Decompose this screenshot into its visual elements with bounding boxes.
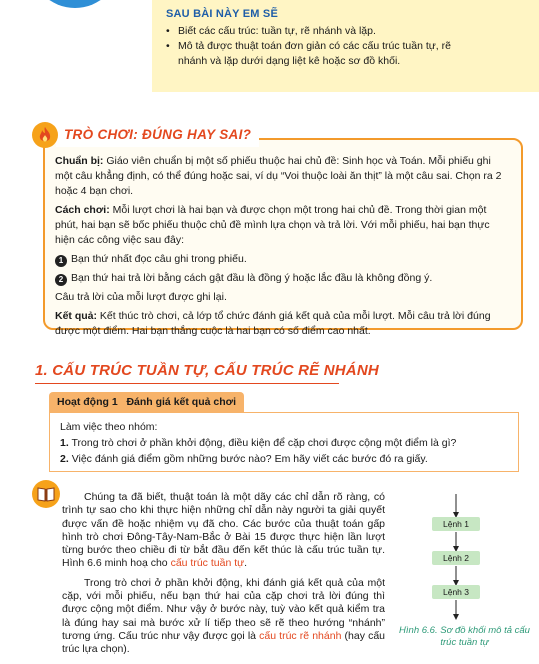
learning-goals-box (152, 0, 539, 92)
body-text (62, 491, 385, 663)
game-header (56, 123, 259, 147)
paragraph-branching: Trong trò chơi ở phần khởi động, khi đánh giá kết quả của một cặp, với mỗi phiếu, nếu bạn thứ hai của cặp chơi trả lời đúng thì được cộng một điểm. Như vậy ở bước này, tuỳ vào kết quả kiểm tra là đúng hay sai mà bước xử lí tiếp theo sẽ rẽ theo hướng “nhánh” tương ứng. Cấu trúc như vậy được gọi là cấu trúc rẽ nhánh (hay cấu trúc lựa chọn). (62, 576, 385, 656)
flow-box-2: Lệnh 2 (432, 551, 480, 565)
game-step-1: 1 Bạn thứ nhất đọc câu ghi trong phiếu. (55, 252, 511, 267)
figure-caption: Hình 6.6. Sơ đồ khối mô tả cấu trúc tuần tự (399, 625, 530, 648)
learning-goal-2: • Mô tả được thuật toán đơn giản có các cấu trúc tuần tự, rẽ nhánh và lặp dưới dạng liệt kê hoặc sơ đồ khối. (166, 39, 525, 69)
game-result: Kết quả: Kết thúc trò chơi, cả lớp tổ chức đánh giá kết quả của mỗi lượt. Mỗi câu trả lời đúng được một điểm. Hai bạn thắng cuộc là hai bạn có số điểm cao nhất. (55, 310, 491, 337)
activity-question-1: 1. Trong trò chơi ở phần khởi động, điều kiện để cặp chơi được cộng một điểm là gì? (60, 437, 457, 449)
activity-tab (49, 392, 244, 413)
book-icon (32, 480, 60, 508)
flow-box-3: Lệnh 3 (432, 585, 480, 599)
activity-label: Hoạt động 1 (57, 396, 118, 408)
top-decoration (30, 0, 120, 8)
activity-box (49, 412, 519, 472)
section-title: 1. CẤU TRÚC TUẦN TỰ, CẤU TRÚC RẼ NHÁNH (35, 362, 379, 379)
game-title: TRÒ CHƠI: ĐÚNG HAY SAI? (64, 127, 252, 142)
paragraph-sequential: Chúng ta đã biết, thuật toán là một dãy các chỉ dẫn rõ ràng, có trình tự sao cho khi thực hiện những chỉ dẫn này người ta giải quyết được vấn đề hoặc nhiệm vụ đã cho. Các bước của thuật toán gấp hình trò chơi Đông-Tây-Nam-Bắc ở Bài 15 được thực hiện lần lượt từng bước theo chiều đi từ bắt đầu đến kết thúc là cấu trúc tuần tự. Hình 6.6 minh hoạ cho cấu trúc tuần tự. (62, 491, 385, 570)
game-box (43, 138, 523, 337)
game-step-2: 2 Bạn thứ hai trả lời bằng cách gật đầu là đồng ý hoặc lắc đầu là không đồng ý. (55, 271, 511, 286)
fire-icon (32, 122, 58, 148)
activity-question-2: 2. Việc đánh giá điểm gồm những bước nào? Em hãy viết các bước đó ra giấy. (60, 453, 428, 465)
section-underline (35, 383, 339, 384)
game-preparation: Chuẩn bị: Giáo viên chuẩn bị một số phiếu thuộc hai chủ đề: Sinh học và Toán. Mỗi phiếu ghi một câu khẳng định, có thể đúng hoặc sai, ví dụ “Voi thuộc loài ăn thịt” là một câu sai. Chọn ra 2 hoặc 4 bạn chơi. (55, 155, 502, 197)
activity-title: Đánh giá kết quả chơi (126, 396, 237, 408)
learning-goal-1: • Biết các cấu trúc: tuần tự, rẽ nhánh và lặp. (166, 24, 525, 39)
activity-intro: Làm việc theo nhóm: (60, 421, 158, 433)
flow-box-1: Lệnh 1 (432, 517, 480, 531)
game-record: Câu trả lời của mỗi lượt được ghi lại. (55, 291, 227, 303)
learning-goals-title: SAU BÀI NÀY EM SẼ (166, 8, 278, 20)
game-how-to-play: Cách chơi: Mỗi lượt chơi là hai bạn và được chọn một trong hai chủ đề. Trong thời gian một phút, hai bạn sẽ bốc phiếu thuộc chủ đề mình lựa chọn và trả lời. Với mỗi phiếu, hai bạn thực hiện các công việc sau đây: (55, 204, 490, 246)
